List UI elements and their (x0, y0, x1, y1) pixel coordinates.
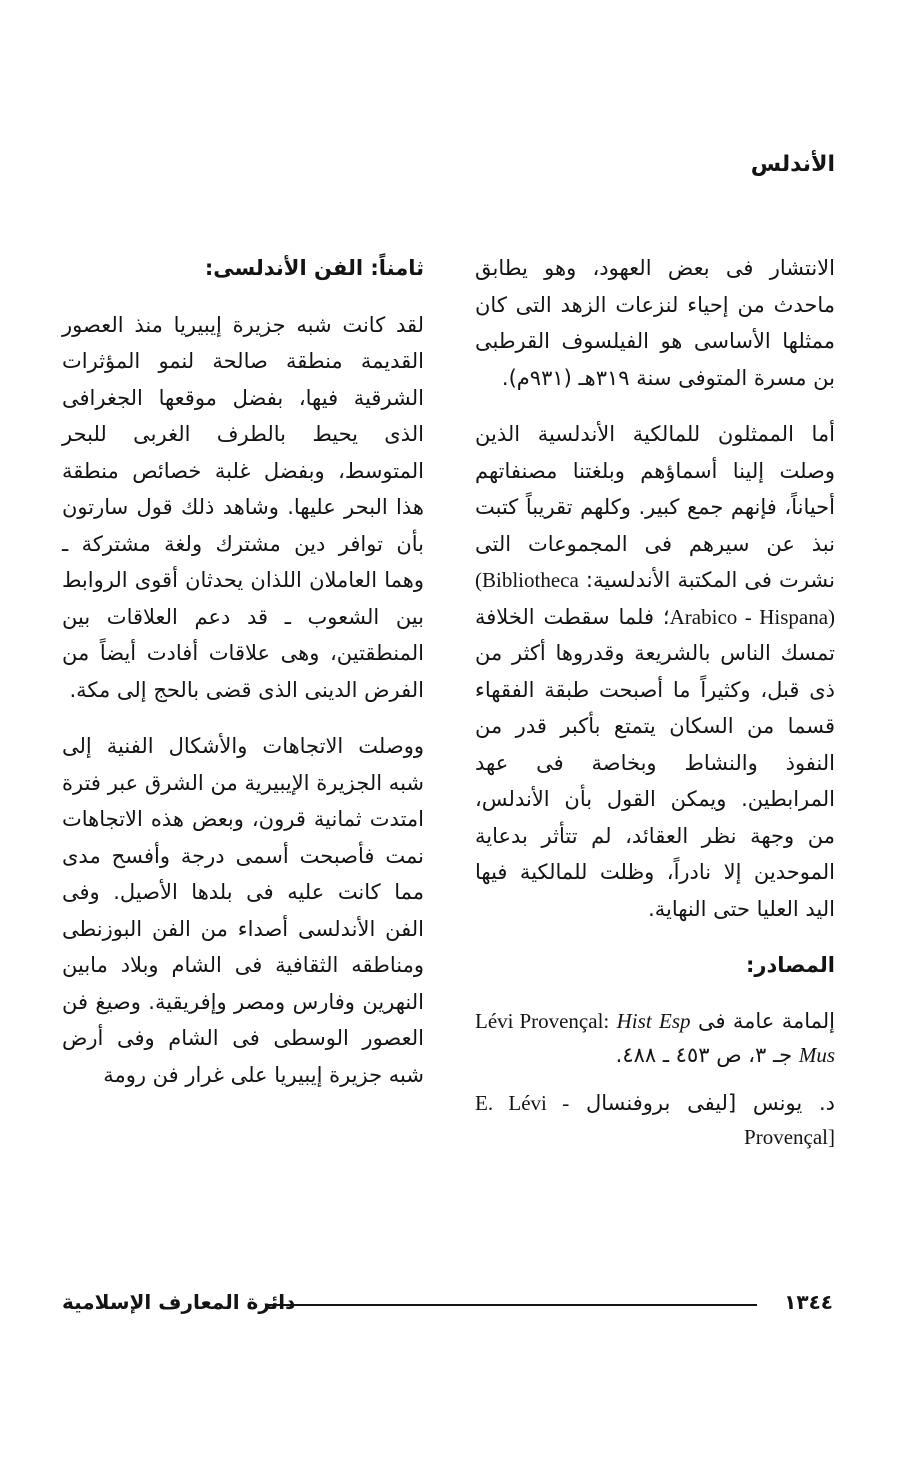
paragraph-text: فلما سقطت الخلافة تمسك الناس بالشريعة وقدروها أكثر من ذى قبل، وكثيراً ما أصبحت طبقة الفقهاء قسما من السكان يتمتع بأكبر قدر من النفوذ والنشاط وبخاصة فى عهد المرابطين. ويمكن القول بأن الأندلس، من وجهة نظر العقائد، لم تتأثر بدعاية الموحدين إلا نادراً، وظلت للمالكية فيها اليد العليا حتى النهاية. (475, 604, 835, 921)
page-footer (0, 1290, 915, 1320)
sources-heading: المصادر: (745, 953, 835, 977)
footer-rule (265, 1304, 757, 1306)
left-column (62, 250, 424, 1113)
right-column (475, 250, 835, 1168)
source-work-subtitle: Esp Mus (659, 1008, 835, 1067)
page-number: ١٣٤٤ (784, 1290, 833, 1314)
source-lead: إلمامة عامة فى (697, 1008, 835, 1033)
journal-title: دائرة المعارف الإسلامية (62, 1290, 296, 1314)
paragraph: أما الممثلون للمالكية الأندلسية الذين وصلت إلينا أسماؤهم وبلغتنا مصنفاتهم أحياناً، فإنهم جمع كبير. وكلهم تقريباً كتبت نبذ عن سيرهم فى المجموعات التى نشرت فى المكتبة الأندلسية: (Bibliotheca Arabico - Hispana)؛ فلما سقطت الخلافة تمسك الناس بالشريعة وقدروها أكثر من ذى قبل، وكثيراً ما أصبحت طبقة الفقهاء قسما من السكان يتمتع بأكبر قدر من النفوذ والنشاط وبخاصة فى عهد المرابطين. ويمكن القول بأن الأندلس، من وجهة نظر العقائد، لم تتأثر بدعاية الموحدين إلا نادراً، وظلت للمالكية فيها اليد العليا حتى النهاية. (475, 422, 836, 921)
source-author: Lévi Provençal: (475, 1008, 610, 1033)
source-pages: جـ ٣، ص ٤٥٣ ـ ٤٨٨. (615, 1042, 793, 1067)
paragraph: لقد كانت شبه جزيرة إيبيريا منذ العصور القديمة منطقة صالحة لنمو المؤثرات الشرقية فيها، بفضل موقعها الجغرافى الذى يحيط بالطرف الغربى للبحر المتوسط، وبفضل غلبة خصائص منطقة هذا البحر عليها. وشاهد ذلك قول سارتون بأن توافر دين مشترك ولغة مشتركة ـ وهما العاملان اللذان يحدثان أقوى الروابط بين الشعوب ـ قد دعم العلاقات بين المنطقتين، وهى علاقات أفادت أيضاً من الفرض الدينى الذى قضى بالحج إلى مكة. (62, 312, 424, 702)
paragraph: الانتشار فى بعض العهود، وهو يطابق ماحدث من إحياء لنزعات الزهد التى كان ممثلها الأساسى هو الفيلسوف القرطبى بن مسرة المتوفى سنة ٣١٩هـ (٩٣١م). (475, 256, 835, 390)
source-entry (475, 1086, 835, 1154)
paragraph-text: أما الممثلون للمالكية الأندلسية الذين وصلت إلينا أسماؤهم وبلغتنا مصنفاتهم أحياناً، فإنهم جمع كبير. وكلهم تقريباً كتبت نبذ عن سيرهم فى المجموعات التى نشرت فى المكتبة الأندلسية: (475, 422, 835, 592)
source-work: Hist (616, 1008, 652, 1033)
library-name: (Bibliotheca Arabico - Hispana) (475, 568, 836, 629)
source-lead: د. يونس [ليفى بروفنسال (585, 1090, 835, 1115)
section-heading: ثامناً: الفن الأندلسى: (204, 256, 424, 280)
paragraph: ووصلت الاتجاهات والأشكال الفنية إلى شبه الجزيرة الإيبيرية من الشرق عبر فترة امتدت ثمانية قرون، وبعض هذه الاتجاهات نمت فأصبحت أسمى درجة وأفسح مدى مما كانت عليه فى بلدها الأصيل. وفى الفن الأندلسى أصداء من الفن البوزنطى ومناطقه الثقافية فى الشام وبلاد مابين النهرين وفارس ومصر وإفريقية. وصيغ فن العصور الوسطى فى الشام وفى أرض شبه جزيرة إيبيريا على غرار فن رومة (62, 734, 424, 1087)
source-author: E. Lévi - Provençal] (475, 1090, 835, 1149)
source-entry (475, 1004, 835, 1072)
running-header: الأندلس (750, 152, 835, 177)
